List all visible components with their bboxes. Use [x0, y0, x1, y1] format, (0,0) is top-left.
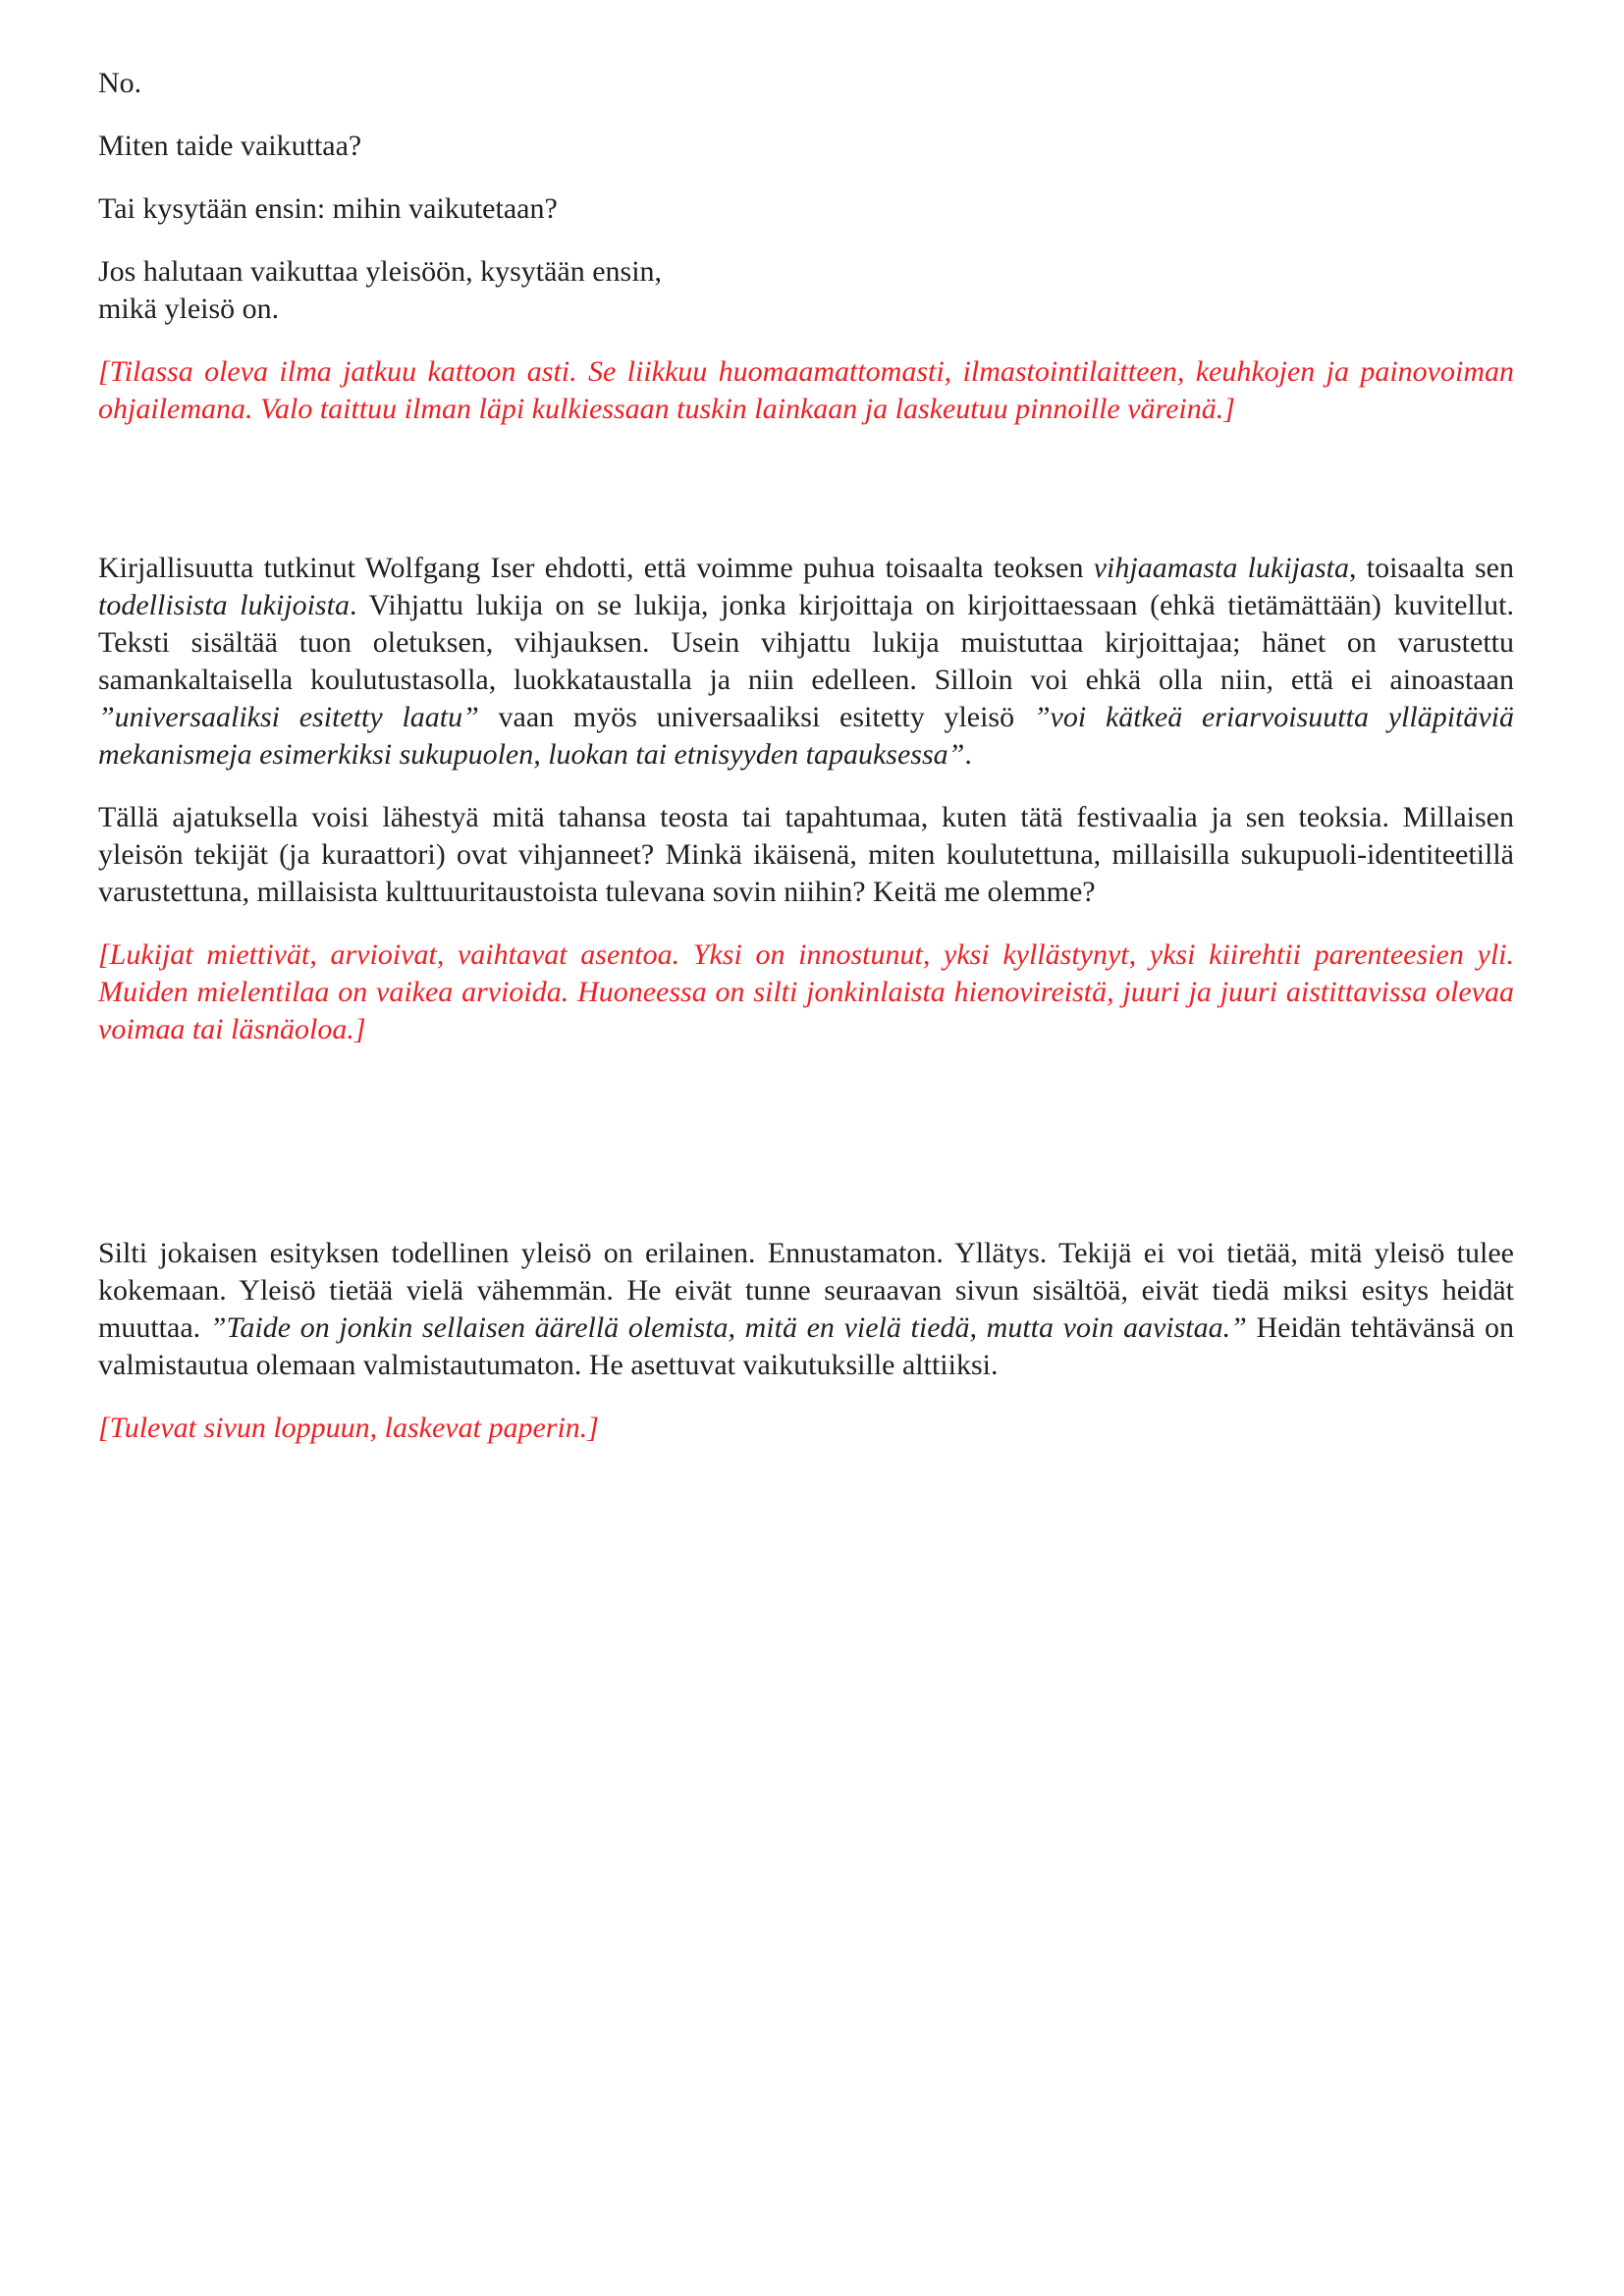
- paragraph-wolfgang-iser-run-1: vihjaamasta lukijasta: [1093, 552, 1349, 584]
- paragraph-real-audience-run-0: Silti jokaisen esityksen todellinen yleisö on erilainen. Ennustamaton. Yllätys. Tekijä ei voi tietää, mitä yleisö tulee kokemaan. Yleisö tietää vielä vähemmän. He eivät tunne seuraavan sivun sisältöä, eivät tiedä miksi esitys heidät muuttaa.: [98, 1237, 1514, 1344]
- paragraph-real-audience-run-2: Heidän tehtävänsä on valmistautua olemaan valmistautumaton. He asettuvat vaikutuksille alttiiksi.: [98, 1311, 1514, 1381]
- paragraph-wolfgang-iser-run-3: todellisista lukijoista: [98, 589, 350, 621]
- paragraph-wolfgang-iser-run-8: .: [964, 738, 972, 771]
- paragraph-wolfgang-iser-run-4: . Vihjattu lukija on se lukija, jonka kirjoittaja on kirjoittaessaan (ehkä tietämättään) kuvitellut. Teksti sisältää tuon oletuksen, vihjauksen. Usein vihjattu lukija muistuttaa kirjoittajaa; hänet on varustettu samankaltaisella koulutustasolla, luokkataustalla ja niin edelleen. Silloin voi ehkä olla niin, että ei ainoastaan: [98, 589, 1515, 696]
- stage-direction-page-end: [98, 1410, 1514, 1447]
- question-how-art-affects-run-0: Miten taide vaikuttaa?: [98, 130, 362, 162]
- question-what-is-affected-run-0: Tai kysytään ensin: mihin vaikutetaan?: [98, 192, 558, 225]
- intro-audience-lines: [98, 253, 1514, 328]
- paragraph-wolfgang-iser-run-6: vaan myös universaaliksi esitetty yleisö: [478, 701, 1034, 733]
- paragraph-festival-audience-run-0: Tällä ajatuksella voisi lähestyä mitä tahansa teosta tai tapahtumaa, kuten tätä festivaalia ja sen teoksia. Millaisen yleisön tekijät (ja kuraattori) ovat vihjanneet? Minkä ikäisenä, miten koulutettuna, millaisilla sukupuoli-identiteetillä varustettuna, millaisista kulttuuritaustoista tulevana sovin niihin? Keitä me olemme?: [98, 801, 1514, 908]
- stage-direction-air-run-0: [Tilassa oleva ilma jatkuu kattoon asti. Se liikkuu huomaamattomasti, ilmastointilaitteen, keuhkojen ja painovoiman ohjailemana. Valo taittuu ilman läpi kulkiessaan tuskin lainkaan ja laskeutuu pinnoille väreinä.]: [98, 355, 1514, 425]
- question-how-art-affects: [98, 128, 1514, 165]
- paragraph-wolfgang-iser: [98, 550, 1514, 774]
- paragraph-wolfgang-iser-run-2: , toisaalta sen: [1348, 552, 1514, 584]
- stage-direction-readers: [98, 936, 1514, 1048]
- paragraph-real-audience: [98, 1235, 1514, 1384]
- line-no: [98, 65, 1514, 102]
- paragraph-real-audience-run-1: ”Taide on jonkin sellaisen äärellä olemista, mitä en vielä tiedä, mutta voin aavistaa.”: [209, 1311, 1247, 1344]
- paragraph-wolfgang-iser-run-5: ”universaaliksi esitetty laatu”: [98, 701, 479, 733]
- paragraph-festival-audience: [98, 799, 1514, 911]
- stage-direction-page-end-run-0: [Tulevat sivun loppuun, laskevat paperin.]: [98, 1412, 599, 1444]
- question-what-is-affected: [98, 190, 1514, 228]
- stage-direction-readers-run-0: [Lukijat miettivät, arvioivat, vaihtavat asentoa. Yksi on innostunut, yksi kyllästynyt, yksi kiirehtii parenteesien yli. Muiden mielentilaa on vaikea arvioida. Huoneessa on silti jonkinlaista hienovireistä, juuri ja juuri aistittavissa olevaa voimaa tai läsnäoloa.]: [98, 938, 1514, 1045]
- intro-audience-lines-run-2: mikä yleisö on.: [98, 293, 280, 325]
- intro-audience-lines-run-0: Jos halutaan vaikuttaa yleisöön, kysytään ensin,: [98, 255, 663, 288]
- paragraph-wolfgang-iser-run-0: Kirjallisuutta tutkinut Wolfgang Iser ehdotti, että voimme puhua toisaalta teoksen: [98, 552, 1094, 584]
- paragraph-wolfgang-iser-run-7: ”voi kätkeä eriarvoisuutta ylläpitäviä mekanismeja esimerkiksi sukupuolen, luokan tai etnisyyden tapauksessa”: [98, 701, 1515, 771]
- stage-direction-air: [98, 353, 1514, 428]
- line-no-run-0: No.: [98, 67, 142, 99]
